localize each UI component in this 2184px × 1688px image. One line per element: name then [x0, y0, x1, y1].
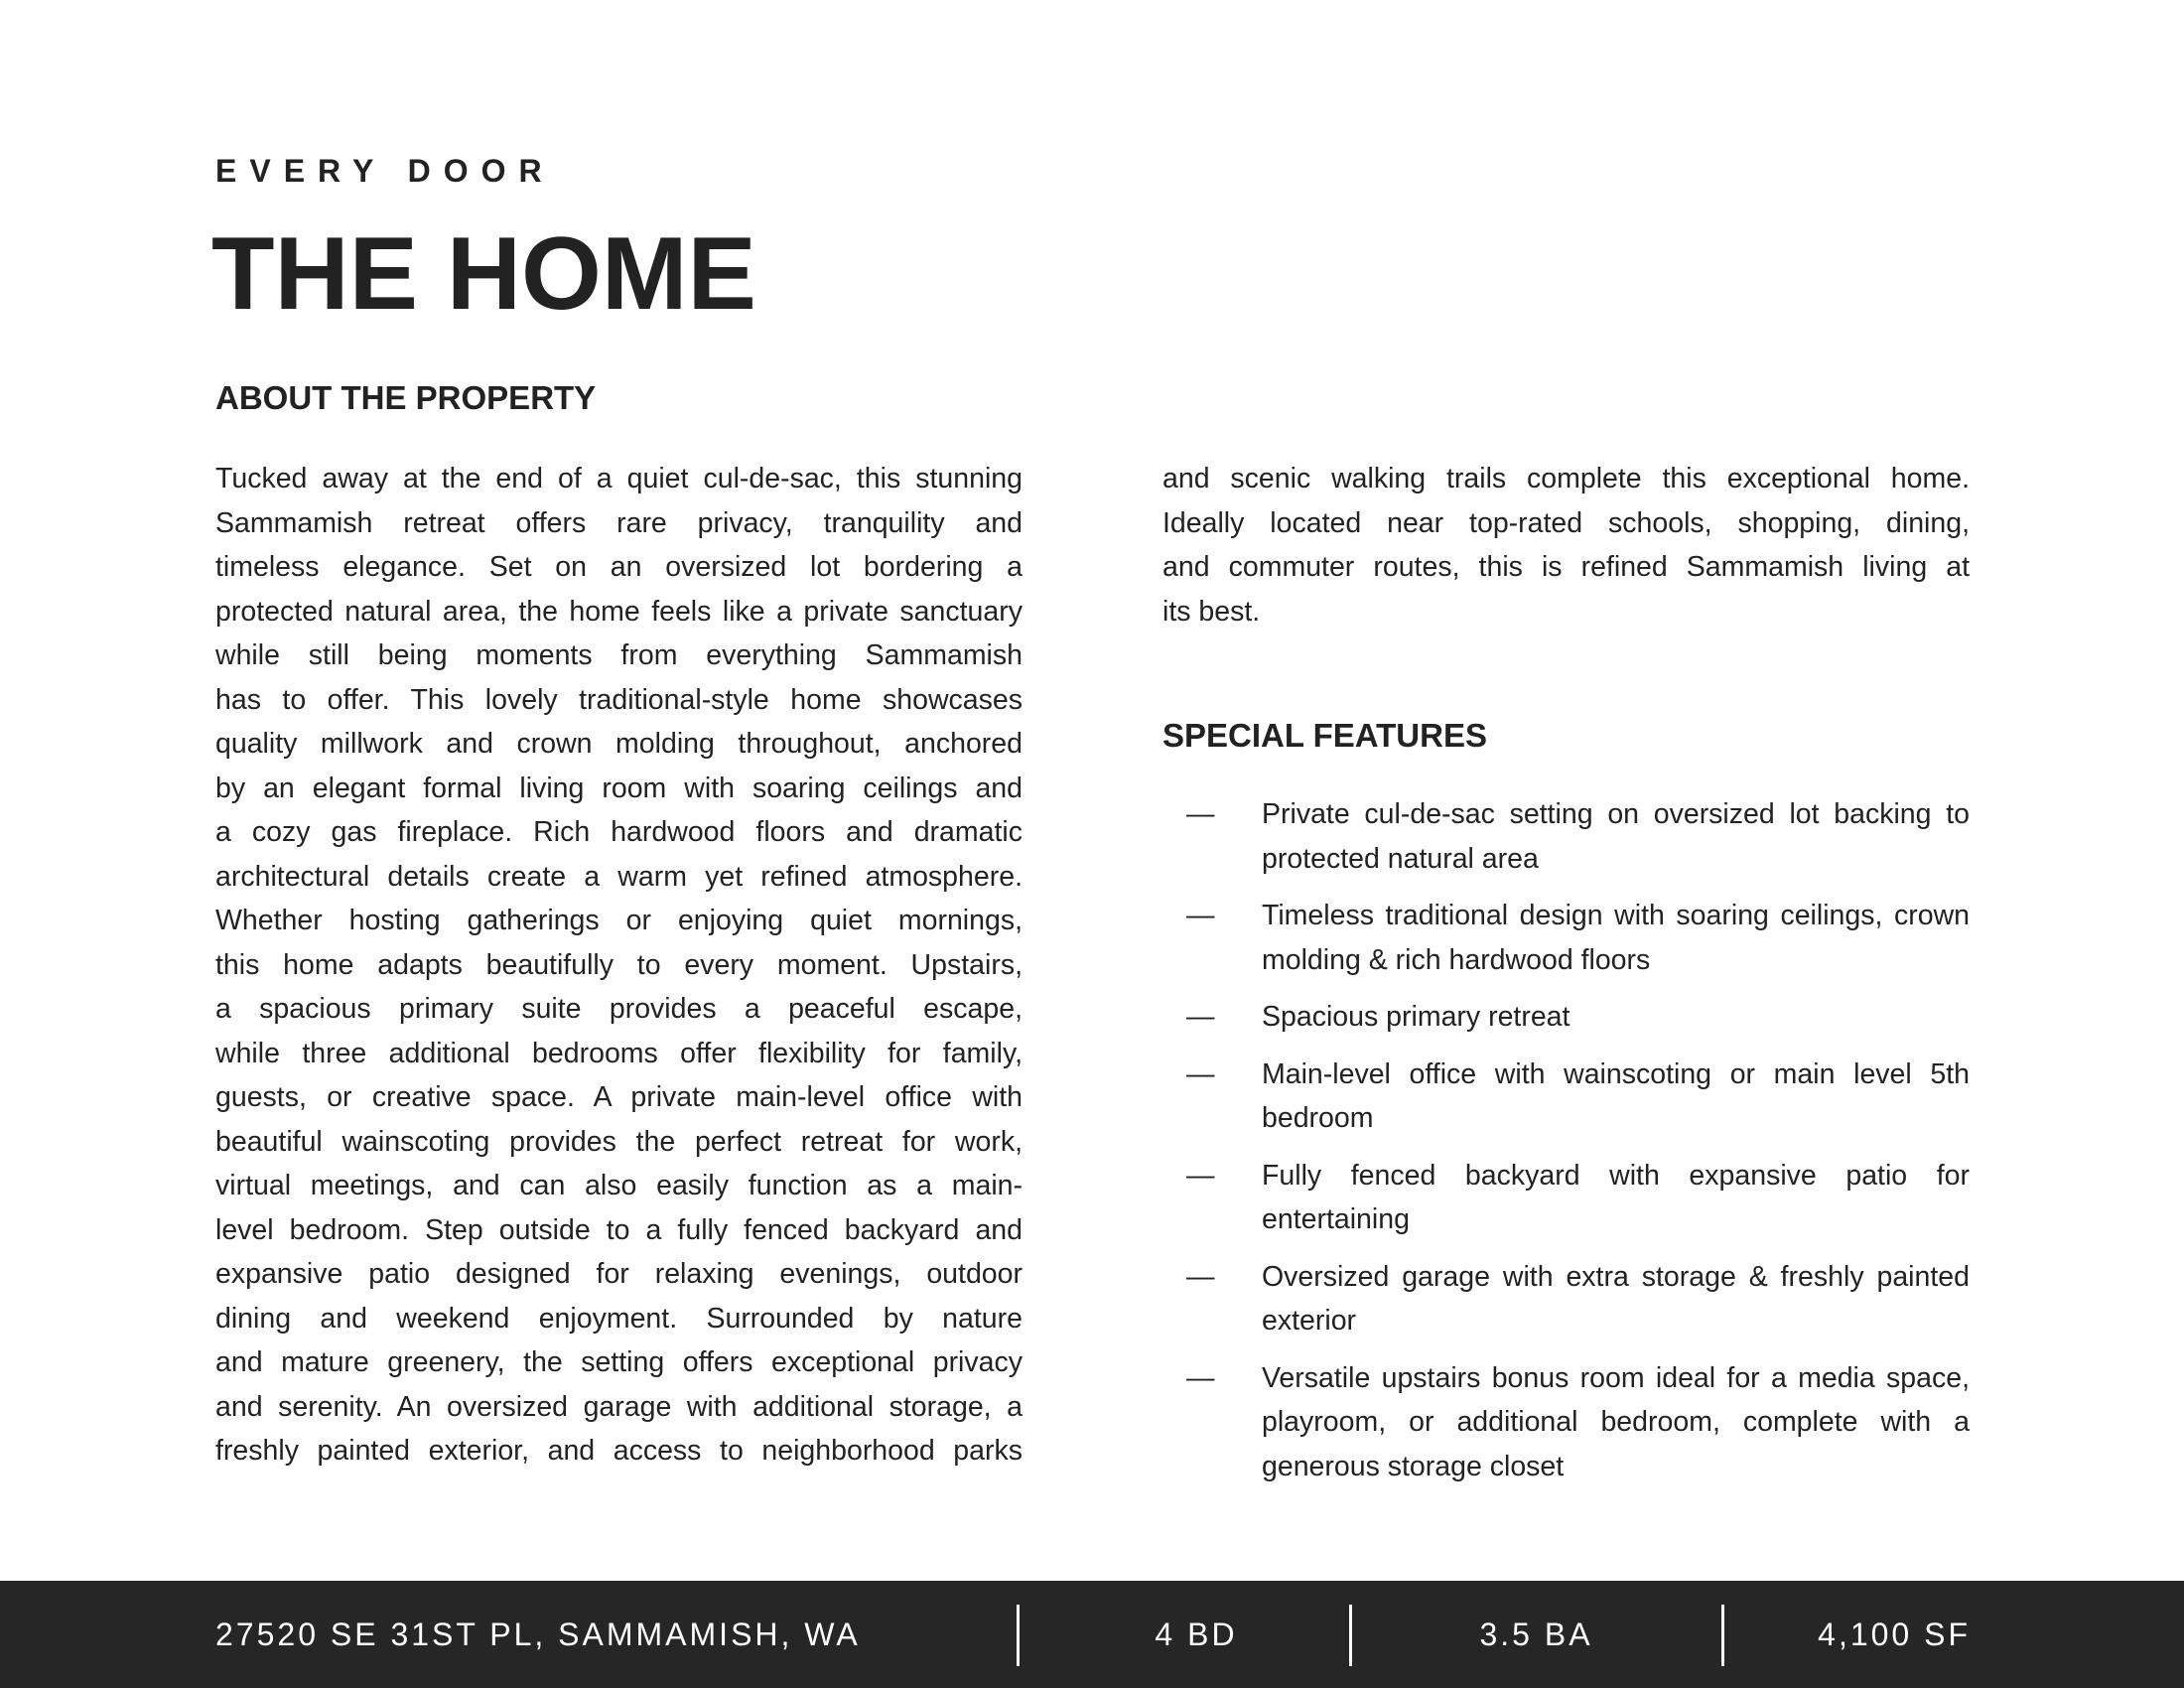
feature-text: Versatile upstairs bonus room ideal for a media space, playroom, or additional bedroom, complete with a generous storage closet: [1262, 1361, 1970, 1482]
feature-item: [1162, 1154, 1970, 1242]
feature-text: Private cul-de-sac setting on oversized lot backing to protected natural area: [1262, 798, 1970, 875]
about-line: architectural details create a warm yet refined atmosphere.: [215, 860, 1023, 893]
feature-text: Timeless traditional design with soaring ceilings, crown molding & rich hardwood floors: [1262, 900, 1970, 976]
about-line: while three additional bedrooms offer flexibility for family,: [215, 1037, 1023, 1069]
feature-item: [1162, 894, 1970, 982]
feature-text: Oversized garage with extra storage & freshly painted exterior: [1262, 1260, 1970, 1336]
about-line: guests, or creative space. A private main-level office with: [215, 1081, 1023, 1113]
about-line: by an elegant formal living room with soaring ceilings and: [215, 772, 1023, 804]
feature-item: [1162, 1255, 1970, 1343]
about-line: and mature greenery, the setting offers exceptional privacy: [215, 1346, 1023, 1378]
about-line: timeless elegance. Set on an oversized lot bordering a: [215, 551, 1023, 583]
about-line: dining and weekend enjoyment. Surrounded by nature: [215, 1302, 1023, 1335]
features-heading: SPECIAL FEATURES: [1162, 717, 1487, 754]
footer-sqft: 4,100 SF: [1818, 1617, 1971, 1652]
feature-item: [1162, 1053, 1970, 1141]
about-heading: ABOUT THE PROPERTY: [215, 379, 597, 416]
page-title: THE HOME: [211, 216, 756, 332]
features-list: [1162, 792, 1970, 1501]
about-line: a spacious primary suite provides a peaceful escape,: [215, 993, 1023, 1025]
about-line: and commuter routes, this is refined Sammamish living at: [1162, 551, 1970, 583]
about-line: freshly painted exterior, and access to neighborhood parks: [215, 1435, 1023, 1467]
about-line: while still being moments from everything Sammamish: [215, 639, 1023, 671]
dash-bullet-icon: —: [1186, 1361, 1215, 1394]
about-column-1: [215, 457, 1023, 1474]
footer-baths: 3.5 BA: [1479, 1617, 1593, 1652]
footer-divider: [1721, 1605, 1724, 1666]
about-line: and serenity. An oversized garage with additional storage, a: [215, 1390, 1023, 1423]
footer-beds: 4 BD: [1155, 1617, 1238, 1652]
feature-item: [1162, 1356, 1970, 1489]
about-line: quality millwork and crown molding throughout, anchored: [215, 728, 1023, 760]
feature-item: [1162, 792, 1970, 881]
footer-bar: [0, 1581, 2184, 1688]
about-line: expansive patio designed for relaxing evenings, outdoor: [215, 1258, 1023, 1290]
about-line: this home adapts beautifully to every moment. Upstairs,: [215, 948, 1023, 981]
about-line: its best.: [1162, 595, 1261, 628]
feature-text: Spacious primary retreat: [1262, 1001, 1570, 1033]
eyebrow-label: EVERY DOOR: [215, 153, 555, 189]
feature-item: [1162, 995, 1970, 1040]
dash-bullet-icon: —: [1186, 798, 1215, 830]
about-line: beautiful wainscoting provides the perfect retreat for work,: [215, 1125, 1023, 1158]
dash-bullet-icon: —: [1186, 1159, 1215, 1192]
about-line: Ideally located near top-rated schools, shopping, dining,: [1162, 506, 1970, 539]
about-line: Tucked away at the end of a quiet cul-de-sac, this stunning: [215, 463, 1023, 494]
feature-text: Fully fenced backyard with expansive patio for entertaining: [1262, 1159, 1970, 1235]
about-line: Sammamish retreat offers rare privacy, tranquility and: [215, 506, 1023, 539]
dash-bullet-icon: —: [1186, 900, 1215, 931]
dash-bullet-icon: —: [1186, 1001, 1215, 1033]
footer-address: 27520 SE 31ST PL, SAMMAMISH, WA: [215, 1617, 861, 1652]
about-line: virtual meetings, and can also easily function as a main-: [215, 1170, 1023, 1201]
about-line: Whether hosting gatherings or enjoying quiet mornings,: [215, 905, 1023, 936]
dash-bullet-icon: —: [1186, 1260, 1215, 1293]
about-line: has to offer. This lovely traditional-style home showcases: [215, 683, 1023, 716]
dash-bullet-icon: —: [1186, 1057, 1215, 1090]
about-line: a cozy gas fireplace. Rich hardwood floors and dramatic: [215, 816, 1023, 848]
about-line: and scenic walking trails complete this exceptional home.: [1162, 463, 1970, 494]
about-column-2: [1162, 457, 1970, 633]
about-line: protected natural area, the home feels like a private sanctuary: [215, 595, 1023, 628]
feature-text: Main-level office with wainscoting or main level 5th bedroom: [1262, 1057, 1970, 1134]
about-line: level bedroom. Step outside to a fully fenced backyard and: [215, 1213, 1023, 1246]
